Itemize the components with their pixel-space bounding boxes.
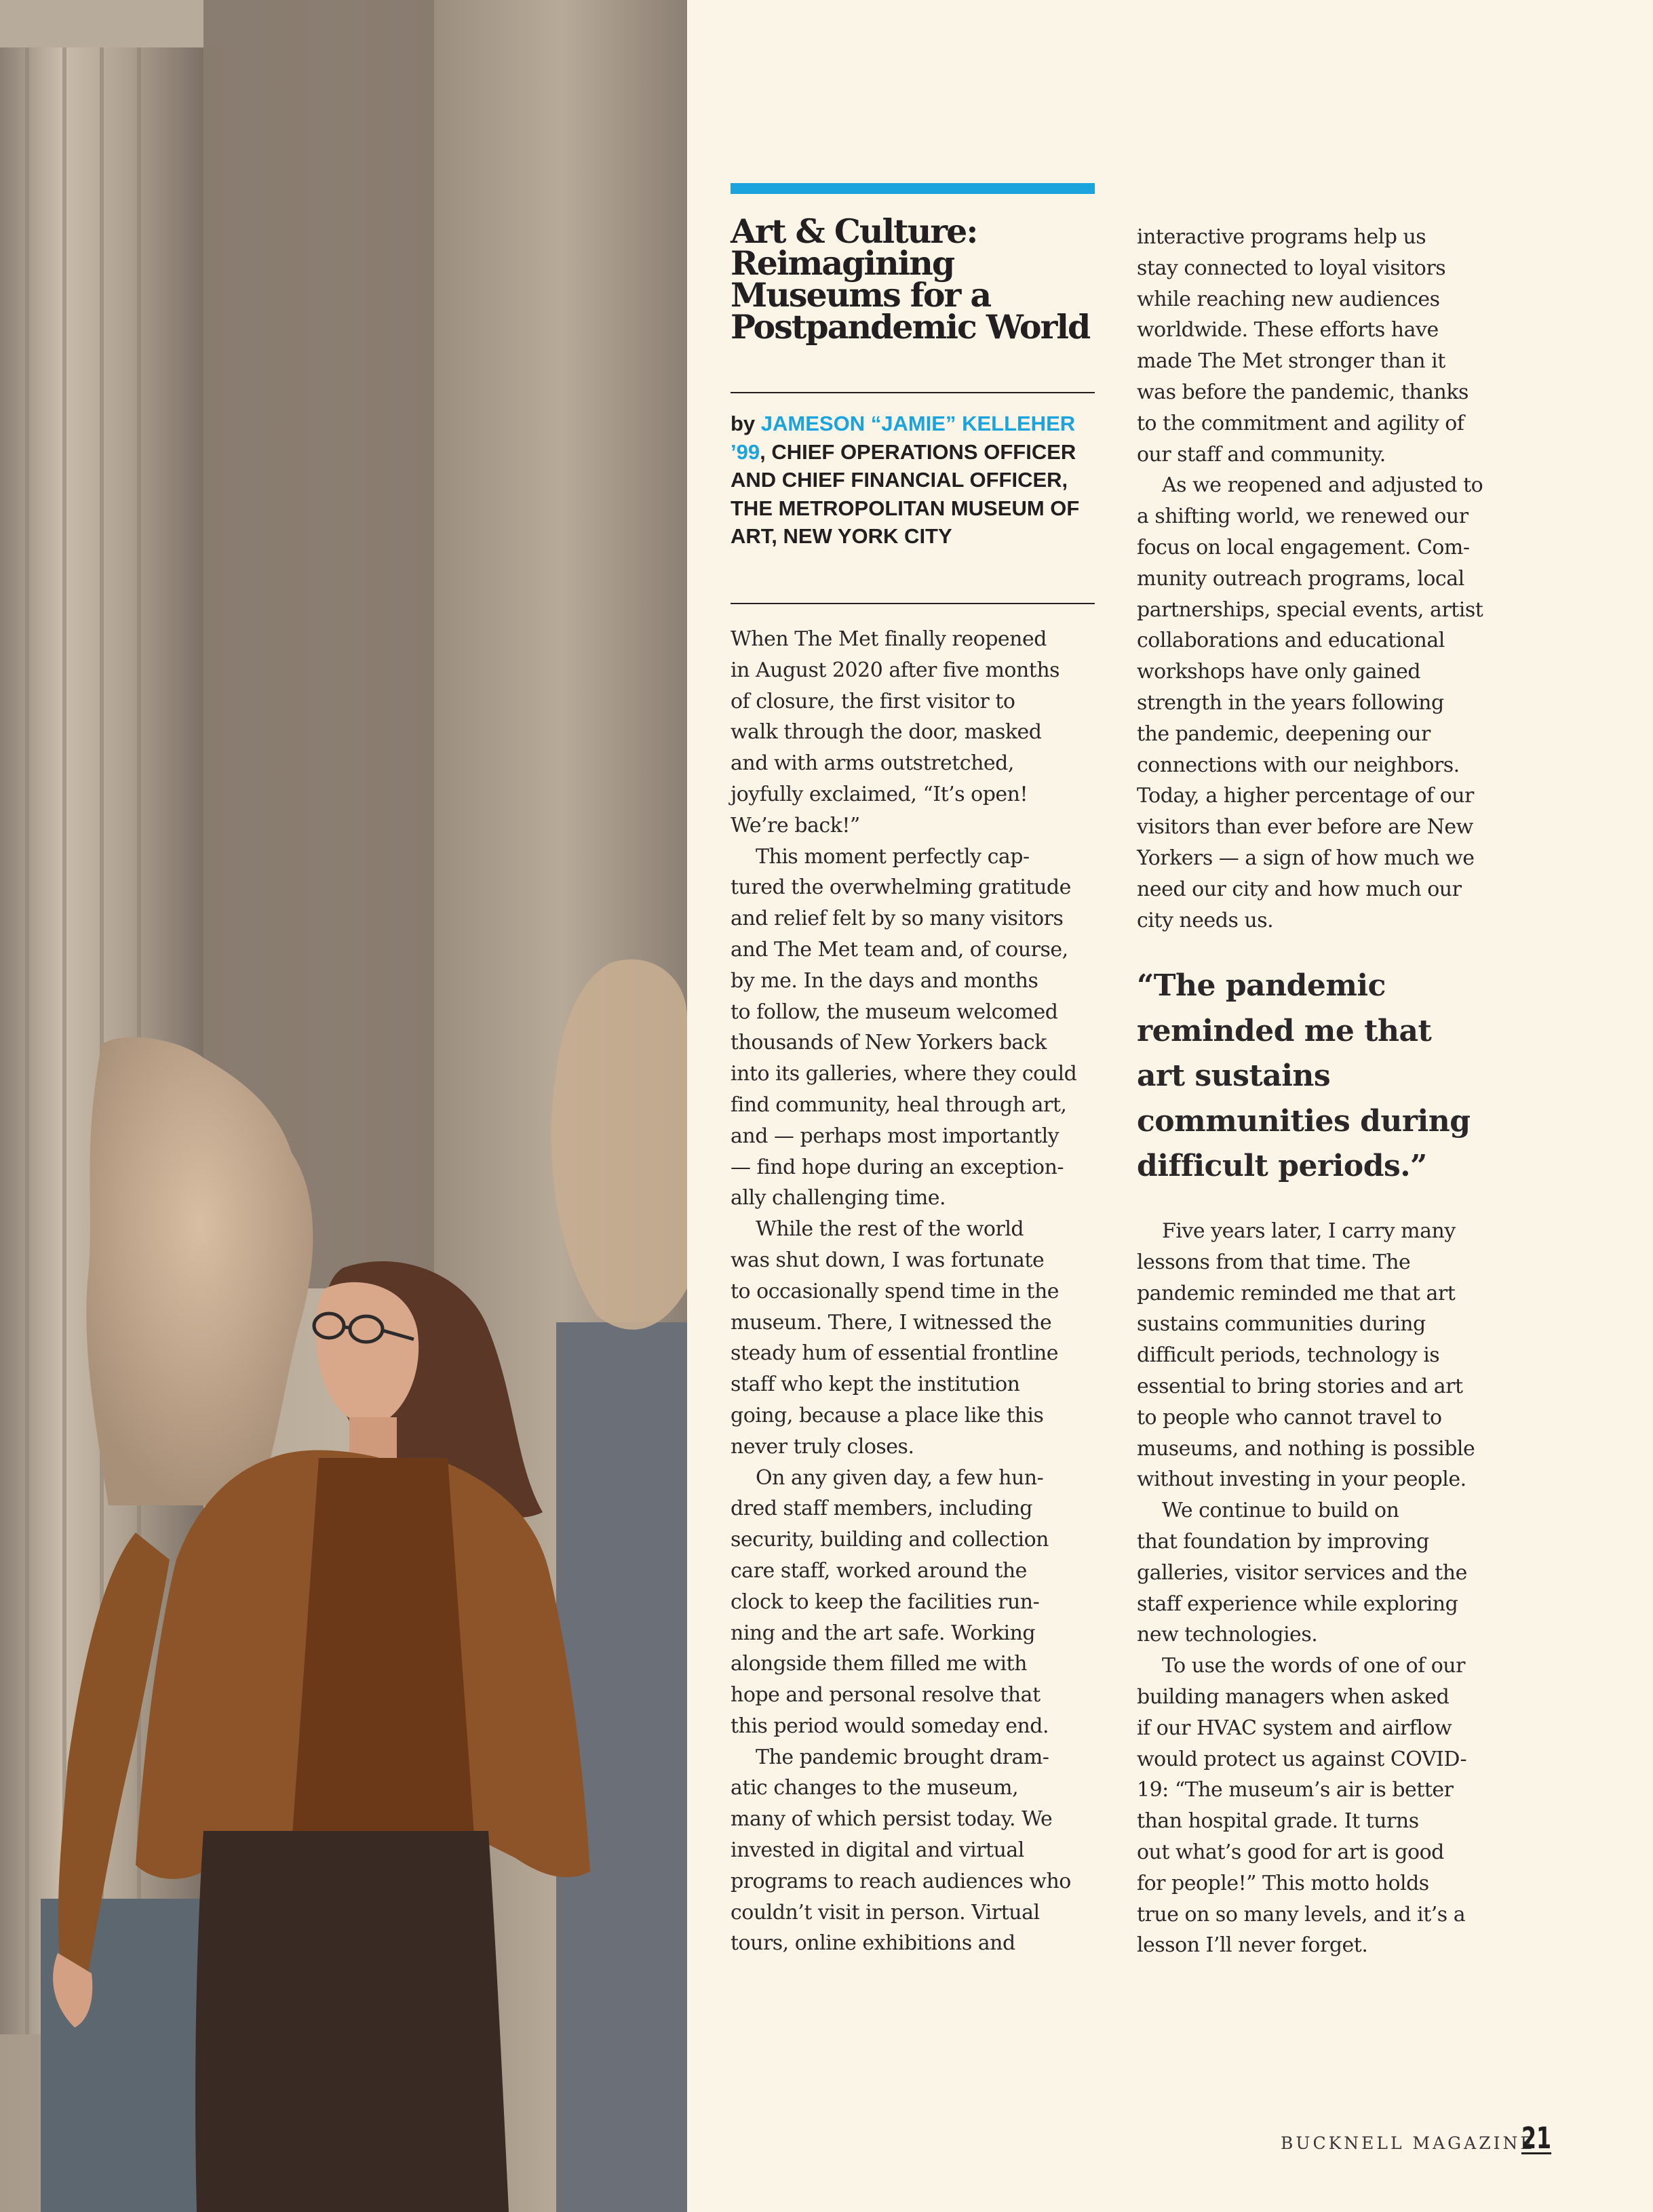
text-line: interactive programs help us <box>1137 225 1426 249</box>
text-line: couldn’t visit in person. Virtual <box>731 1900 1040 1924</box>
text-line: new technologies. <box>1137 1623 1318 1647</box>
text-line: a shifting world, we renewed our <box>1137 505 1469 529</box>
text-line: workshops have only gained <box>1137 660 1421 684</box>
text-line: alongside them filled me with <box>731 1652 1027 1676</box>
pull-quote-line: art sustains <box>1137 1059 1331 1093</box>
byline-prefix: by <box>731 412 761 435</box>
pull-quote-line: reminded me that <box>1137 1013 1432 1048</box>
text-line: city needs us. <box>1137 908 1274 932</box>
text-line: — find hope during an exception- <box>731 1155 1064 1179</box>
text-line: and — perhaps most importantly <box>731 1124 1059 1148</box>
text-line: walk through the door, masked <box>731 720 1042 745</box>
text-line: munity outreach programs, local <box>1137 566 1464 591</box>
text-line: was shut down, I was fortunate <box>731 1248 1045 1272</box>
text-line: museums, and nothing is possible <box>1137 1436 1475 1461</box>
text-line: true on so many levels, and it’s a <box>1137 1902 1466 1927</box>
text-line: museum. There, I witnessed the <box>731 1310 1052 1335</box>
text-line: tured the overwhelming gratitude <box>731 875 1071 900</box>
text-line: worldwide. These efforts have <box>1137 318 1439 342</box>
text-line: To use the words of one of our <box>1162 1654 1465 1678</box>
text-line: steady hum of essential frontline <box>731 1341 1059 1366</box>
pull-quote-line: communities during <box>1137 1103 1471 1139</box>
accent-bar <box>731 183 1095 194</box>
text-line: tours, online exhibitions and <box>731 1931 1015 1956</box>
text-line: ally challenging time. <box>731 1186 946 1210</box>
text-line: We’re back!” <box>731 813 860 837</box>
text-line: of closure, the first visitor to <box>731 689 1015 713</box>
text-line: going, because a place like this <box>731 1403 1044 1427</box>
text-line: and relief felt by so many visitors <box>731 907 1064 931</box>
text-line: and The Met team and, of course, <box>731 937 1068 962</box>
text-line: On any given day, a few hun- <box>756 1465 1044 1490</box>
text-line: while reaching new audiences <box>1137 287 1440 311</box>
text-line: stay connected to loyal visitors <box>1137 256 1446 280</box>
text-line: Today, a higher percentage of our <box>1137 784 1474 808</box>
text-line: than hospital grade. It turns <box>1137 1809 1419 1834</box>
text-line: This moment perfectly cap- <box>756 844 1030 869</box>
text-line: partnerships, special events, artist <box>1137 597 1483 622</box>
text-line: Five years later, I carry many <box>1162 1219 1456 1243</box>
text-line: need our city and how much our <box>1137 877 1462 901</box>
text-line: pandemic reminded me that art <box>1137 1281 1456 1305</box>
page-number: 21 <box>1521 2121 1552 2156</box>
text-line: by me. In the days and months <box>731 968 1038 993</box>
text-line: made The Met stronger than it <box>1137 349 1445 374</box>
text-line: joyfully exclaimed, “It’s open! <box>731 782 1028 806</box>
text-line: for people!” This motto holds <box>1137 1871 1429 1895</box>
text-line: to occasionally spend time in the <box>731 1279 1059 1303</box>
text-line: hope and personal resolve that <box>731 1683 1041 1707</box>
text-line: While the rest of the world <box>756 1217 1024 1242</box>
text-line: out what’s good for art is good <box>1137 1840 1444 1864</box>
text-line: this period would someday end. <box>731 1714 1049 1738</box>
text-line: staff who kept the institution <box>731 1372 1020 1397</box>
text-line: to people who cannot travel to <box>1137 1405 1442 1429</box>
text-line: into its galleries, where they could <box>731 1062 1077 1086</box>
text-line: collaborations and educational <box>1137 629 1445 653</box>
text-line: care staff, worked around the <box>731 1558 1027 1583</box>
article-title: Art & Culture: Reimagining Museums for a Postpandemic World <box>731 212 1090 347</box>
author-role: , CHIEF OPERATIONS OFFICER AND CHIEF FINANCIAL OFFICER, THE METROPOLITAN MUSEUM OF ART, NEW YORK CITY <box>731 439 1080 548</box>
text-line: connections with our neighbors. <box>1137 753 1460 777</box>
article-column-left <box>731 624 1107 1959</box>
text-line: find community, heal through art, <box>731 1092 1067 1117</box>
text-line: Yorkers — a sign of how much we <box>1137 846 1475 870</box>
text-line: to the commitment and agility of <box>1137 411 1464 435</box>
text-line: strength in the years following <box>1137 690 1444 715</box>
text-line: 19: “The museum’s air is better <box>1137 1778 1454 1802</box>
text-line: the pandemic, deepening our <box>1137 722 1431 746</box>
text-line: When The Met finally reopened <box>731 627 1047 651</box>
text-line: programs to reach audiences who <box>731 1869 1071 1893</box>
text-line: security, building and collection <box>731 1528 1049 1552</box>
text-line: focus on local engagement. Com- <box>1137 535 1470 559</box>
text-line: The pandemic brought dram- <box>756 1745 1049 1769</box>
text-line: in August 2020 after five months <box>731 658 1060 682</box>
magazine-name: BUCKNELL MAGAZINE <box>1281 2133 1536 2153</box>
text-line: essential to bring stories and art <box>1137 1374 1463 1398</box>
pull-quote-line: “The pandemic <box>1137 968 1386 1003</box>
pull-quote <box>1137 964 1490 1189</box>
byline-divider <box>731 603 1095 604</box>
text-line: lesson I’ll never forget. <box>1137 1933 1368 1958</box>
text-line: visitors than ever before are New <box>1137 815 1473 840</box>
text-line: thousands of New Yorkers back <box>731 1031 1047 1055</box>
text-line: staff experience while exploring <box>1137 1592 1458 1616</box>
text-line: to follow, the museum welcomed <box>731 1000 1058 1024</box>
text-line: As we reopened and adjusted to <box>1162 473 1483 498</box>
text-line: would protect us against COVID- <box>1137 1747 1467 1771</box>
text-line: without investing in your people. <box>1137 1467 1466 1492</box>
text-line: difficult periods, technology is <box>1137 1343 1440 1368</box>
text-line: never truly closes. <box>731 1434 914 1459</box>
text-line: galleries, visitor services and the <box>1137 1560 1467 1585</box>
article-column-right-top <box>1137 222 1517 936</box>
author-name: JAMESON “JAMIE” KELLEHER ’99 <box>731 412 1076 464</box>
text-line: We continue to build on <box>1162 1499 1399 1523</box>
text-line: clock to keep the facilities run- <box>731 1589 1040 1614</box>
article-column-right-bottom <box>1137 1216 1517 1961</box>
text-line: if our HVAC system and airflow <box>1137 1716 1452 1740</box>
text-line: atic changes to the museum, <box>731 1776 1019 1800</box>
text-line: sustains communities during <box>1137 1312 1426 1337</box>
text-line: dred staff members, including <box>731 1497 1032 1521</box>
title-divider <box>731 392 1095 393</box>
text-line: ning and the art safe. Working <box>731 1621 1036 1645</box>
text-line: many of which persist today. We <box>731 1807 1053 1832</box>
text-line: that foundation by improving <box>1137 1529 1429 1554</box>
text-line: invested in digital and virtual <box>731 1838 1024 1863</box>
text-line: was before the pandemic, thanks <box>1137 380 1469 404</box>
pull-quote-line: difficult periods.” <box>1137 1149 1427 1183</box>
text-line: building managers when asked <box>1137 1684 1450 1709</box>
text-line: lessons from that time. The <box>1137 1250 1411 1274</box>
text-line: our staff and community. <box>1137 442 1386 467</box>
text-line: and with arms outstretched, <box>731 751 1014 776</box>
byline <box>731 410 1100 551</box>
feature-photo <box>0 0 687 2212</box>
